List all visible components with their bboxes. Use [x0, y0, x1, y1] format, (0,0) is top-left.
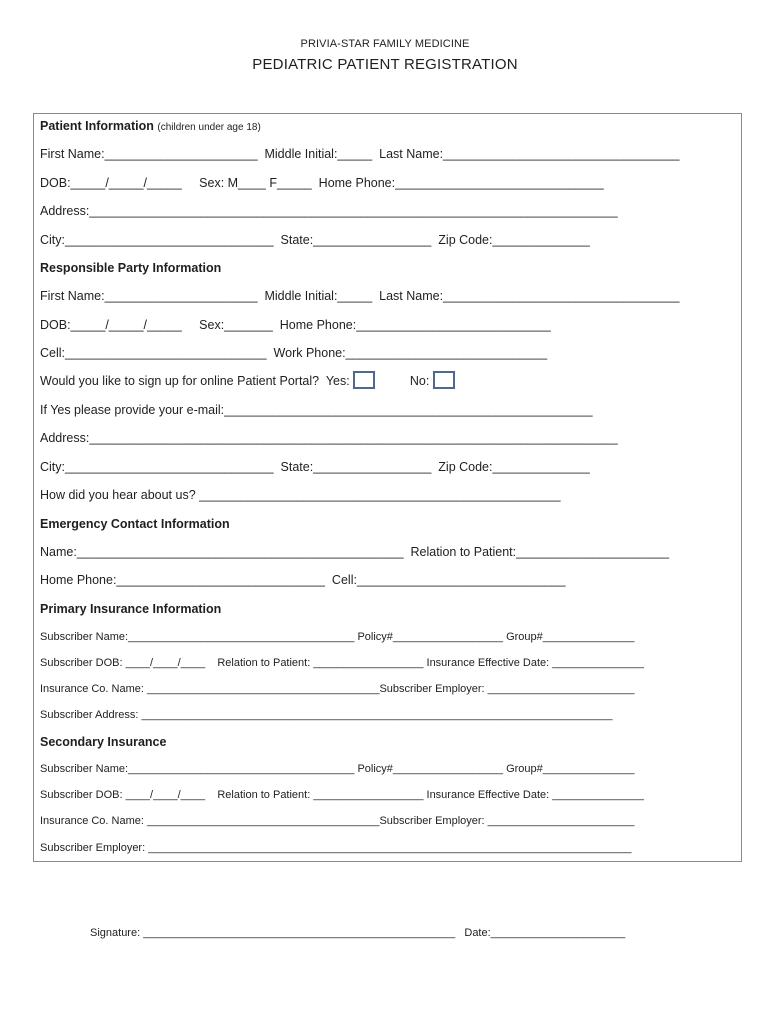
patient-info-note: (children under age 18) [157, 122, 261, 133]
portal-no-label: No: [375, 374, 433, 388]
form-title: PEDIATRIC PATIENT REGISTRATION [252, 56, 518, 73]
patient-dob-sex-phone-field[interactable]: DOB:_____/_____/_____ Sex: M____ F_____ Home Phone:______________________________ [40, 176, 604, 190]
patient-info-title: Patient Information [40, 119, 158, 133]
responsible-name-field[interactable]: First Name:______________________ Middle Initial:_____ Last Name:__________________________________ [40, 289, 680, 303]
responsible-address-field[interactable]: Address:____________________________________________________________________________ [40, 431, 618, 445]
responsible-dob-sex-phone-field[interactable]: DOB:_____/_____/_____ Sex:_______ Home Phone:____________________________ [40, 318, 551, 332]
secondary-insurance-company-field[interactable]: Insurance Co. Name: ______________________________________Subscriber Employer: ________________________ [40, 815, 635, 827]
primary-subscriber-policy-group-field[interactable]: Subscriber Name:_____________________________________ Policy#__________________ Group#_______________ [40, 631, 635, 643]
primary-insurance-company-field[interactable]: Insurance Co. Name: ______________________________________Subscriber Employer: ________________________ [40, 683, 635, 695]
patient-address-field[interactable]: Address:____________________________________________________________________________ [40, 204, 618, 218]
primary-subscriber-address-field[interactable]: Subscriber Address: _____________________________________________________________________________ [40, 709, 613, 721]
patient-info-heading [40, 118, 261, 136]
primary-subscriber-dob-relation-field[interactable]: Subscriber DOB: ____/____/____ Relation to Patient: __________________ Insurance Effective Date: _______________ [40, 657, 645, 669]
emergency-contact-heading: Emergency Contact Information [40, 517, 230, 531]
signature-date-field[interactable]: Signature: ___________________________________________________ Date:______________________ [90, 927, 626, 939]
emergency-phone-cell-field[interactable]: Home Phone:______________________________ Cell:______________________________ [40, 573, 566, 587]
portal-no-checkbox[interactable] [433, 371, 455, 389]
primary-insurance-heading: Primary Insurance Information [40, 602, 222, 616]
referral-source-field[interactable]: How did you hear about us? ____________________________________________________ [40, 488, 561, 502]
portal-question: Would you like to sign up for online Patient Portal? Yes: [40, 374, 354, 388]
patient-city-state-zip-field[interactable]: City:______________________________ State:_________________ Zip Code:______________ [40, 233, 590, 247]
portal-yes-checkbox[interactable] [353, 371, 375, 389]
secondary-subscriber-dob-relation-field[interactable]: Subscriber DOB: ____/____/____ Relation to Patient: __________________ Insurance Effective Date: _______________ [40, 789, 645, 801]
patient-name-field[interactable]: First Name:______________________ Middle Initial:_____ Last Name:__________________________________ [40, 147, 680, 161]
responsible-cell-work-field[interactable]: Cell:_____________________________ Work Phone:_____________________________ [40, 346, 548, 360]
email-field[interactable]: If Yes please provide your e-mail:_____________________________________________________ [40, 403, 593, 417]
secondary-subscriber-employer-field[interactable]: Subscriber Employer: _______________________________________________________________________________ [40, 842, 632, 854]
secondary-subscriber-policy-group-field[interactable]: Subscriber Name:_____________________________________ Policy#__________________ Group#_______________ [40, 763, 635, 775]
organization-name: PRIVIA-STAR FAMILY MEDICINE [300, 38, 470, 50]
responsible-party-heading: Responsible Party Information [40, 261, 222, 275]
portal-signup-row [40, 373, 455, 389]
responsible-city-state-zip-field[interactable]: City:______________________________ State:_________________ Zip Code:______________ [40, 460, 590, 474]
secondary-insurance-heading: Secondary Insurance [40, 735, 167, 749]
emergency-name-relation-field[interactable]: Name:_______________________________________________ Relation to Patient:______________________ [40, 545, 670, 559]
